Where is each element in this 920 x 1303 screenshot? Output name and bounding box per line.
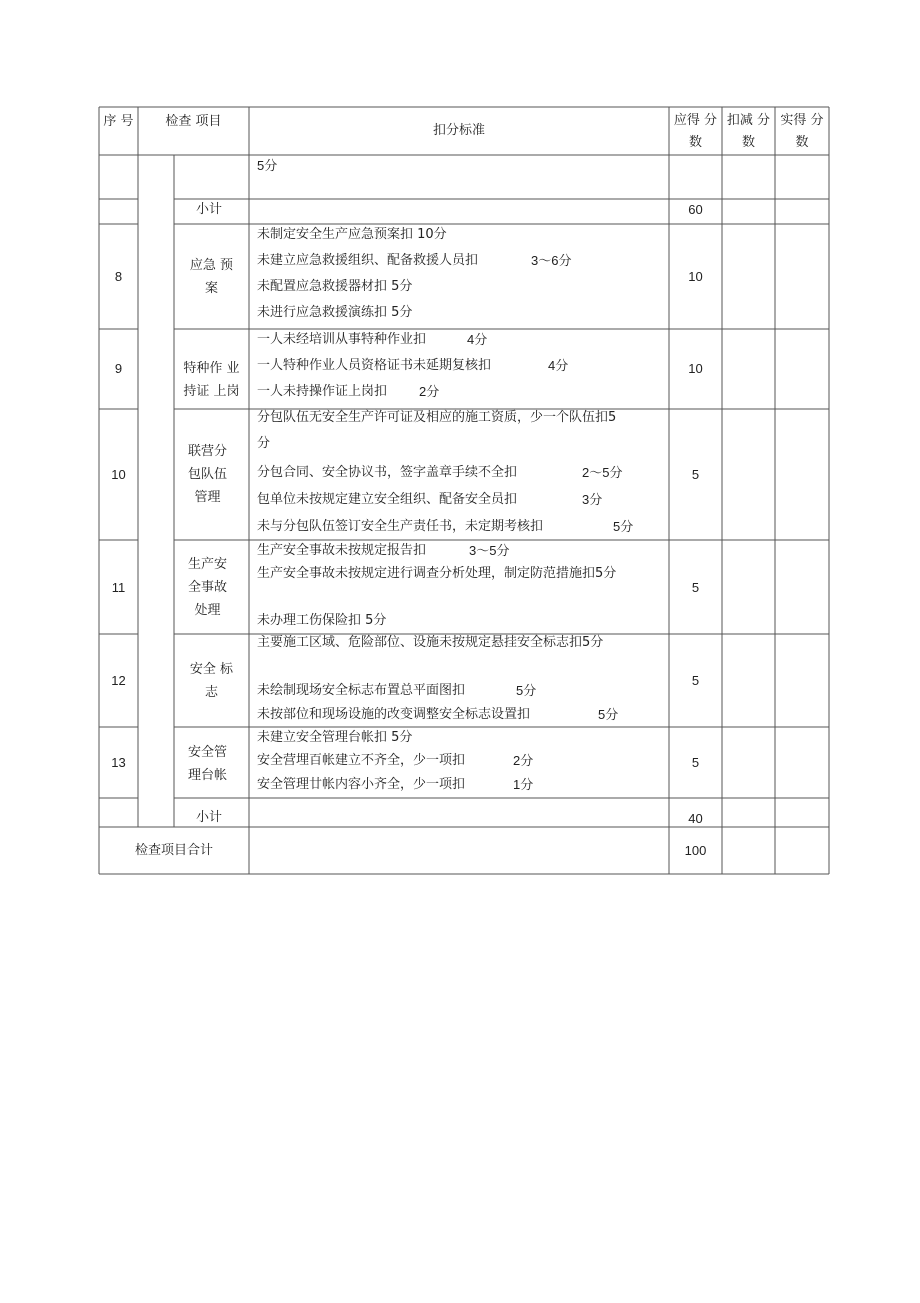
total-label: 检查项目合计 [134, 843, 213, 858]
row-11-criterion: 生产安全事故未按规定进行调查分析处理，制定防范措施扣5分 [257, 566, 617, 581]
header-deduct-score: 扣减 分数 [726, 112, 771, 150]
header-seq: 序 号 [103, 114, 134, 129]
header-item: 检查 项目 [165, 114, 222, 129]
row-10-criterion: 分包队伍无安全生产许可证及相应的施工资质，少一个队伍扣5分 [257, 410, 617, 451]
row-12-criterion: 未绘制现场安全标志布置总平面图扣 5分 [257, 683, 537, 698]
row-12-criterion: 主要施工区域、危险部位、设施未按规定悬挂安全标志扣5分 [257, 635, 604, 650]
row-10-item: 联营分 包队伍 管理 [187, 444, 227, 505]
row-10-seq: 10 [111, 467, 126, 482]
row-13-seq: 13 [111, 755, 126, 770]
row-10-criterion: 分包合同、安全协议书，签字盖章手续不全扣 2～5分 [257, 465, 623, 480]
row-8-seq: 8 [114, 269, 123, 284]
row-13-item: 安全管 理台帐 [187, 745, 227, 783]
subtotal-1-score: 60 [688, 202, 703, 217]
row-13-criterion: 安全营埋百帐建立不齐全，少一项扣 2分 [257, 753, 534, 768]
row-9-criterion: 一人未持操作证上岗扣 2分 [257, 384, 440, 399]
row-8-criterion: 未建立应急救援组织、配备救援人员扣 3～6分 [257, 253, 572, 268]
row-13-criterion: 未建立安全管理台帐扣 5分 [257, 730, 413, 745]
row-11-score: 5 [691, 580, 700, 595]
row-8-criterion: 未配置应急救援器材扣 5分 [257, 279, 413, 294]
row-12-criterion: 未按部位和现场设施的改变调整安全标志设置扣 5分 [257, 707, 619, 722]
header-should-score: 应得 分数 [673, 112, 718, 150]
row-8-criterion: 未制定安全生产应急预案扣 10分 [257, 227, 447, 242]
header-actual-score: 实得 分数 [780, 112, 824, 150]
row-13-criterion: 安全管理廿帐内容小齐全，少一项扣 1分 [257, 777, 534, 792]
row-10-criterion: 包单位未按规定建立安全组织、配备安全员扣 3分 [257, 492, 603, 507]
row-8-score: 10 [688, 269, 703, 284]
header-criteria: 扣分标准 [432, 123, 485, 138]
subtotal-2-score: 40 [688, 811, 703, 826]
row-11-criterion: 未办理工伤保险扣 5分 [257, 613, 387, 628]
total-score: 100 [684, 843, 707, 858]
row-12-seq: 12 [111, 673, 126, 688]
row-12-score: 5 [691, 673, 700, 688]
row-8-criterion: 未进行应急救援演练扣 5分 [257, 305, 413, 320]
row-13-score: 5 [691, 755, 700, 770]
row-9-score: 10 [688, 361, 703, 376]
row-9-seq: 9 [114, 361, 123, 376]
row-11-seq: 11 [111, 580, 126, 595]
subtotal-2-label: 小计 [196, 810, 223, 825]
row-10-score: 5 [691, 467, 700, 482]
row-11-criterion: 生产安全事故未按规定报告扣 3～5分 [257, 543, 510, 558]
row-8-item: 应急 预 案 [189, 257, 234, 296]
continued-criteria: 5分 [257, 158, 278, 173]
row-9-criterion: 一人特种作业人员资格证书未延期复核扣 4分 [257, 358, 569, 373]
row-9-item: 特种作 业 持证 上岗 [183, 360, 240, 399]
subtotal-1-label: 小计 [196, 202, 223, 217]
row-10-criterion: 未与分包队伍签订安全生产责任书，未定期考核扣 5分 [257, 519, 634, 534]
row-11-item: 生产安 全事故 处理 [187, 556, 227, 618]
row-12-item: 安全 标 志 [189, 662, 234, 700]
row-9-criterion: 一人未经培训从事特种作业扣 4分 [257, 332, 488, 347]
